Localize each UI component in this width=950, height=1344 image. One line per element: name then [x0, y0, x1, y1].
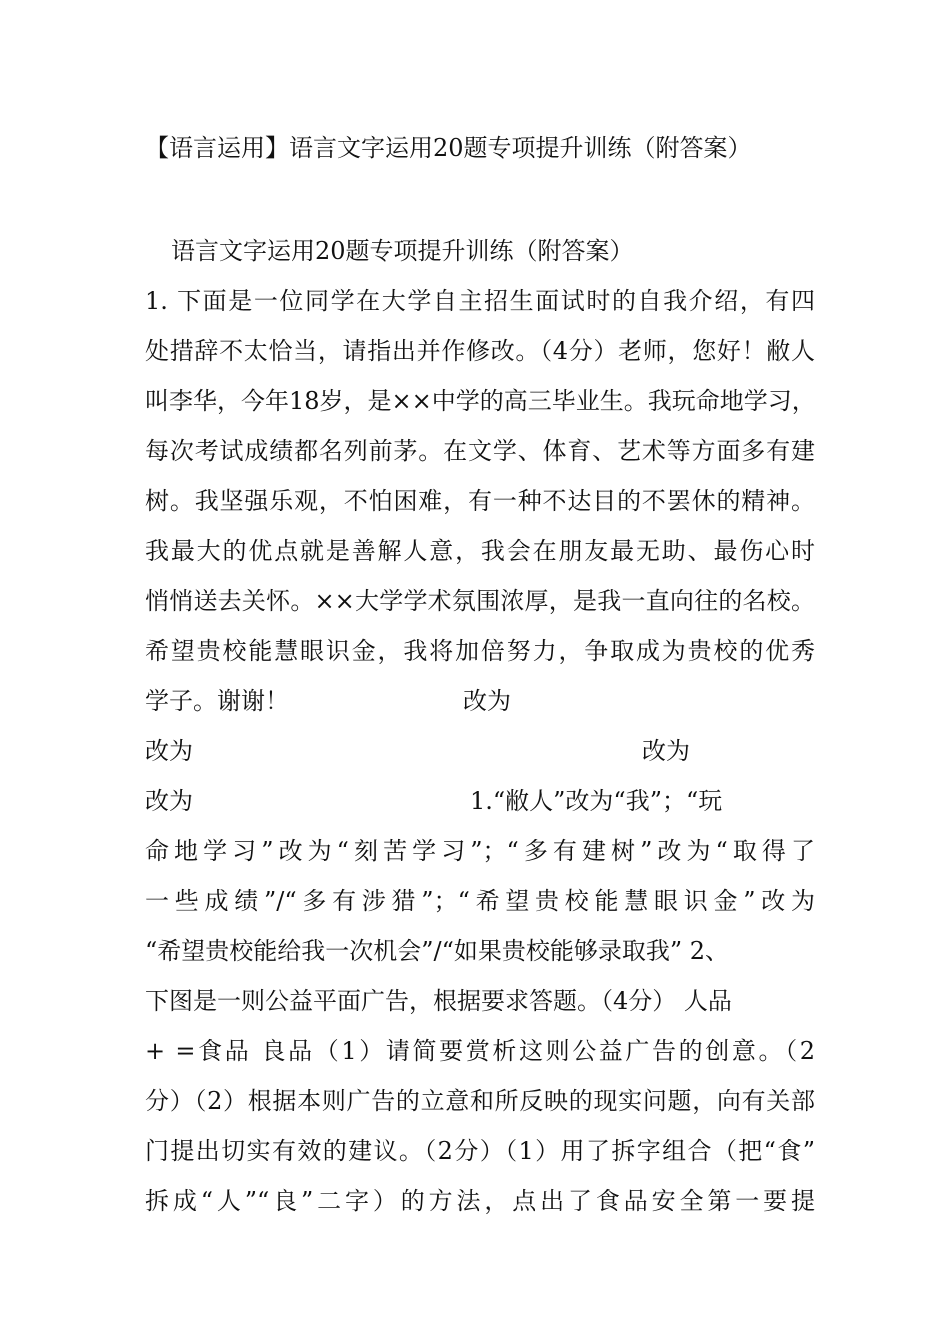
- text-line: 下图是一则公益平面广告，根据要求答题。（4分） 人品: [145, 987, 732, 1015]
- text-line: 处措辞不太恰当，请指出并作修改。（4分）老师，您好！敝人: [145, 337, 815, 365]
- text-line-split: [145, 676, 815, 726]
- text-line: 1. 下面是一位同学在大学自主招生面试时的自我介绍，有四: [145, 287, 815, 315]
- document-body: [145, 226, 815, 1226]
- text-line: 分）（2）根据本则广告的立意和所反映的现实问题，向有关部: [145, 1087, 815, 1115]
- answer-blank-label: 改为: [642, 737, 690, 765]
- text-line: 命地学习”改为“刻苦学习”；“多有建树”改为“取得了: [145, 837, 815, 865]
- text-line: 门提出切实有效的建议。（2分）（1）用了拆字组合（把“食”: [145, 1137, 815, 1165]
- text-line: 我最大的优点就是善解人意，我会在朋友最无助、最伤心时: [145, 537, 815, 565]
- answer-blank-label: 改为: [463, 687, 511, 715]
- text-line: 拆成“人”“良”二字）的方法，点出了食品安全第一要提: [145, 1187, 815, 1215]
- text-line: 叫李华，今年18岁，是××中学的高三毕业生。我玩命地学习，: [145, 387, 816, 415]
- text-line: 每次考试成绩都名列前茅。在文学、体育、艺术等方面多有建: [145, 437, 815, 465]
- text-line: 希望贵校能慧眼识金，我将加倍努力，争取成为贵校的优秀: [145, 637, 815, 665]
- text-line: 树。我坚强乐观，不怕困难，有一种不达目的不罢休的精神。: [145, 487, 815, 515]
- answer-blank-label: 改为: [145, 737, 193, 765]
- text-line: “希望贵校能给我一次机会”/“如果贵校能够录取我” 2、: [145, 937, 730, 965]
- text-fragment: 学子。谢谢！: [145, 687, 289, 715]
- subtitle-line: 语言文字运用20题专项提升训练（附答案）: [171, 237, 634, 265]
- text-line: 一些成绩”/“多有涉猎”；“希望贵校能慧眼识金”改为: [145, 887, 815, 915]
- text-line-split: [145, 726, 815, 776]
- text-line-split: [145, 776, 815, 826]
- text-line: + =食品 良品（1）请简要赏析这则公益广告的创意。（2: [145, 1037, 815, 1065]
- document-title: 【语言运用】语言文字运用20题专项提升训练（附答案）: [145, 134, 752, 162]
- text-line: 悄悄送去关怀。××大学学术氛围浓厚，是我一直向往的名校。: [145, 587, 815, 615]
- answer-text: 1.“敝人”改为“我”；“玩: [470, 787, 723, 815]
- answer-blank-label: 改为: [145, 787, 193, 815]
